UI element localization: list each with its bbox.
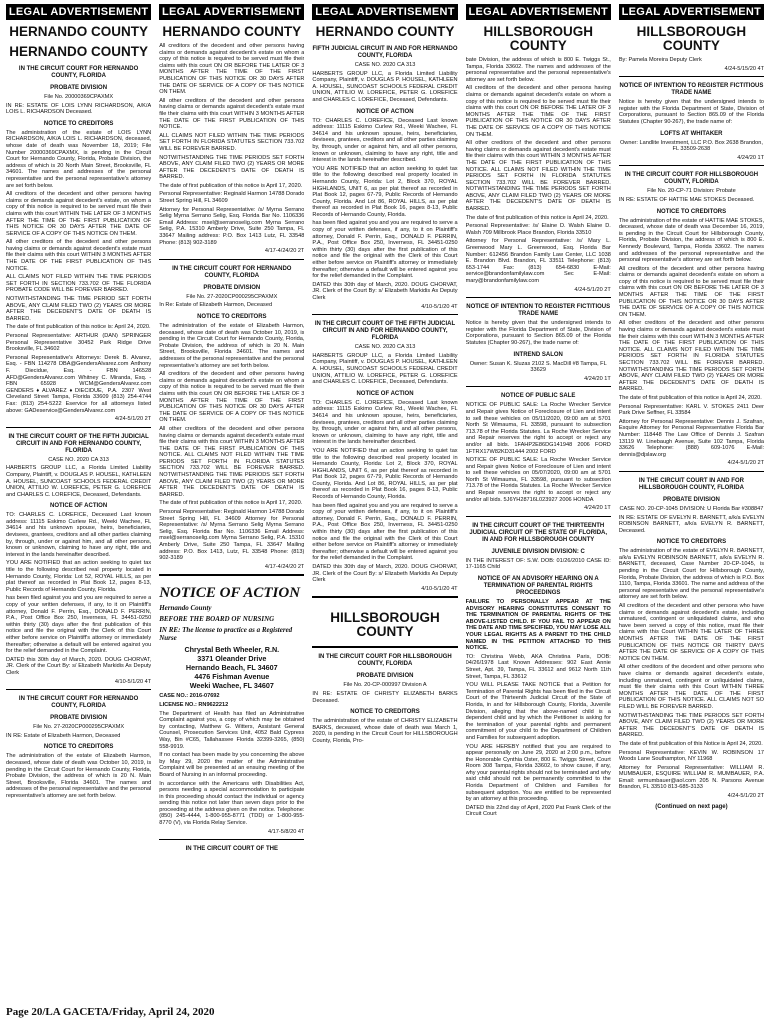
notice-paragraph: Personal Representative: KARL V. STOKES 2411 Deer Park Drive Seffner, FL 33584 (618, 403, 765, 417)
division-heading: PROBATE DIVISION (203, 284, 261, 291)
notice-heading: NOTICE OF ACTION (356, 390, 414, 397)
column-1 (6, 4, 151, 994)
divider (466, 386, 611, 387)
respondent-address: Hernando Beach, FL 34607 (185, 663, 278, 673)
estate-caption: In Re: Estate of Elizabeth Harmon, Deceased (159, 302, 273, 309)
court-heading: IN THE CIRCUIT COURT OF THE FIFTH JUDICIAL CIRCUIT IN AND FOR HERNANDO COUNTY, FLORIDA (8, 433, 149, 454)
notice-paragraph: The date of first publication of this Notice is April 24, 2020. (618, 740, 763, 747)
owner-info: Owner: Susan K. Sluzas 2102 S. MacDill #8 Tampa, FL 33629 (469, 360, 607, 374)
notice-paragraph: All other creditors of the decedent and other persons having claims or demands against decedent's estate must file their claims with this court WITHIN 3 MONTHS AFTER THE DATE OF THE FIRST PUBLICATION OF THIS NOTICE. (159, 97, 305, 131)
file-number: File No. 20-CP-000997 Division A (343, 682, 427, 689)
divider (159, 574, 304, 576)
run-dates: 4/10-5/1/20 4T (114, 678, 152, 685)
trade-name: LOFTS AT WHITAKER (660, 130, 723, 137)
notice-paragraph: ALL CLAIMS NOT FILED WITHIN THE TIME PERIODS SET FORTH IN SECTION 733.702 OF THE FLORIDA PROBATE CODE WILL BE FOREVER BARRED. (6, 274, 152, 294)
license-caption: IN RE: The license to practice as a Registered Nurse (159, 626, 293, 643)
notice-paragraph: has been filed against you and you are required to serve a copy of your written defenses, if any, to it on Plaintiff's attorney, Donald F. Perrin, Esq., DONALD F. PERRIN, P.A., Post Office Box 250, Inverness, FL 34451-0250 within thirty (30) days after the first publication of this notice and file the original with the Clerk of this Court either before service on Plaintiff's attorney or immediately thereafter; otherwise a default will be entered against you for the relief demanded in the Complaint. (312, 502, 458, 562)
court-heading: IN THE CIRCUIT COURT OF THE (185, 846, 278, 853)
notice-paragraph: has been filed against you and you are required to serve a copy of your written defenses, if any, to it on Plaintiff's attorney, Donald F. Perrin, Esq., DONALD F. PERRIN, P.A., Post Office Box 250, Inverness, FL 34451-0250 within thirty (30) days after the first publication of this notice and file the original with the Clerk of this Court either before service on Plaintiff's attorney or immediately thereafter; otherwise a default will be entered against you for the relief demanded in the Complaint. (312, 220, 458, 280)
legal-ad-header: LEGAL ADVERTISEMENT (312, 4, 457, 20)
court-heading: IN THE CIRCUIT COURT FOR HERNANDO COUNTY, FLORIDA (18, 66, 139, 79)
county-heading: HERNANDO COUNTY (315, 24, 455, 39)
notice-paragraph: The date of first publication of this notice is April 17, 2020. (159, 182, 303, 189)
divider (466, 297, 611, 298)
notice-paragraph: All other creditors of the decedent and other persons having claims or demands against decedent's estate must file their claims with this court WITHIN 3 MONTHS AFTER THE DATE OF THE FIRST PUBLICATION OF THIS NOTICE. ALL CLAIMS NOT FILED WITHIN THE TIME PERIODS SET FORTH IN FLORIDA STATUTES SECTION 733.702 WILL BE FOREVER BARRED. NOTWITHSTANDING THE TIME PERIODS SET FORTH ABOVE, ANY CLAIM FILED TWO (2) YEARS OR MORE AFTER THE DECEDENT'S DATE OF DEATH IS BARRED. (618, 320, 765, 393)
case-number: CASE NO. 2020 CA 313 (354, 344, 416, 351)
notice-paragraph: All creditors of the decedent and other persons having claims or demands against decedent's estate on whom a copy of this notice is required to be served must file their claims with this court ON OR BEFORE THE LATER OF 3 MONTHS AFTER THE TIME OF THE FIRST PUBLICATION OF THIS NOTICE OR 30 DAYS AFTER THE DATE OF SERVICE OF A COPY OF THIS NOTICE ON THEM. (159, 43, 305, 96)
notice-heading: NOTICE OF INTENTION TO REGISTER FICTITIOUS TRADE NAME (466, 304, 611, 318)
notice-paragraph: The administration of the estate of Elizabeth Harmon, deceased, whose date of death was October 10, 2019, is pending in the Circuit Court for Hernando County, Florida, Probate Division, the address of which is 20 N. Main Street, Brooksville, Florida 34601. The names and addresses of the personal representative and the personal representative's attorney are set forth below. (6, 753, 152, 799)
file-number: File No. 27-2020CP000295CPAXMX (33, 724, 125, 731)
notice-paragraph: YOU ARE NOTIFIED that an action seeking to quiet tax title to the following described real property located in Hernando County, Florida: Lot 52, ROYAL HILLS, as per plat thereof as recorded in Plat Book 12, pages 8-13, Public Records of Hernando County, Florida. (6, 560, 152, 593)
notice-paragraph: DATED this 22nd day of April, 2020 Pat Frank Clerk of the Circuit Court (465, 804, 611, 818)
notice-paragraph: Personal Representative: Reginald Harmon 14788 Dorado Street Spring Hill, FL 34609 (159, 191, 305, 205)
notice-paragraph: DATED this 30th day of March, 2020. DOUG CHORVAT, JR. Clerk of the Court By: s/ Elizabeth Markidis As Deputy Clerk (312, 281, 458, 301)
notice-paragraph: HARBERTS GROUP LLC, a Florida Limited Liability Company, Plaintiff, v. DOUGLAS P. HOUSEL, KATHLEEN A. HOUSEL, SUNCOAST SCHOOLS FEDERAL CREDIT UNION, ATTILIO W. LOREFICE, PETER G. LOREFICE and CHARLES C. LOREFICE, Deceased, Defendants. (312, 352, 458, 386)
notice-paragraph: TO: CHARLES C. LOREFICE, Deceased Last known address: 11115 Eskimo Curlew Rd., Weeki Wachee, FL 34614 and his unknown spouse, heirs, beneficiaries, devisees, grantees, creditors and all other parties claiming by, through, under or against him, and all other persons, known or unknown, claiming to have any right, title and interest in the lands hereinafter described. (312, 117, 458, 164)
run-dates: 4/17-4/24/20 2T (264, 248, 305, 255)
notice-paragraph: YOU WILL PLEASE TAKE NOTICE that a Petition for Termination of Parental Rights has been filed in the Circuit Court of the Thirteenth Judicial Circuit of the State of Florida, in and for Hillsborough County, Florida, Juvenile Division, alleging that the above-named child is a dependent child and by which the Petitioner is asking for the termination of your parental rights and permanent commitment of your child to the Department of Children and Families for subsequent adoption. (465, 682, 611, 741)
notice-paragraph: DATED this 30th day of March, 2020. DOUG CHORVAT, JR. Clerk of the Court By: s/ Elizabeth Markidis As Deputy Clerk (312, 564, 458, 584)
division-heading: PROBATE DIVISION (356, 673, 414, 680)
notice-heading: NOTICE TO CREDITORS (43, 744, 114, 751)
court-heading: IN THE CIRCUIT COURT OF THE FIFTH JUDICIAL CIRCUIT IN AND FOR HERNANDO COUNTY, FLORIDA (314, 321, 456, 342)
divider (312, 314, 457, 315)
notice-paragraph: NOTWITHSTANDING THE TIME PERIODS SET FORTH ABOVE, ANY CLAIM FILED TWO (2) YEARS OR MORE AFTER THE DECEDENT'S DATE OF DEATH IS BARRED. (159, 154, 305, 181)
notice-paragraph: The administration of the estate of EVELYN R. BARNETT, a/k/a EVELYN ROBINSON BARNETT, a/k/a EVELYN R. BARNETT, deceased, Case Number 20-CP-1045, is pending in the Circuit Court for Hillsborough County, Florida, Probate Division, the address of which is P.O. Box 1110, Tampa, Florida 33601. The name and address of the personal representative and the personal representative's attorney are set forth below. (618, 548, 765, 601)
county-heading: HILLSBOROUGH COUNTY (330, 610, 440, 640)
notice-paragraph: The Department of Health has filed an Administrative Complaint against you, a copy of which may be obtained by contacting, Matthew G. Witters, Assistant General Counsel, Prosecution Services Unit, 4052 Bald Cypress Way, Bin #C65, Tallahassee Florida 32399-3265, (850) 558-9919. (159, 710, 305, 750)
run-dates: 4/17-5/8/20 4T (268, 828, 305, 835)
divider (312, 646, 457, 648)
case-number: CASE NO. 2020 CA 313 (354, 62, 416, 68)
respondent-address: Weeki Wachee, FL 34607 (189, 681, 274, 691)
notice-paragraph: YOU ARE NOTIFIED that an action seeking to quiet tax title to the following described real property located in Hernando County, Florida: Lot 2, Block 370, ROYAL HIGHLANDS, UNIT 6, as per plat thereof as recorded in Plat Book 12, pages 67-79, Public Records of Hernando County, Florida. And Lot 86, ROYAL HILLS, as per plat thereof as recorded in Plat Book 16, pages 8-13, Public Records of Hernando County, Florida. (312, 165, 458, 218)
estate-caption: IN RE: ESTATE OF EVELYN R. BARNETT, a/k/a EVELYN ROBINSON BARNETT, a/k/a EVELYN R. BARNETT, Deceased. (618, 514, 765, 534)
county-heading: HILLSBOROUGH COUNTY (636, 24, 747, 53)
divider (466, 516, 611, 517)
estate-caption: IN RE: ESTATE OF LOIS LYNN RICHARDSON, A/K/A LOIS L. RICHARDSON Deceased. (6, 102, 152, 116)
county-heading: HERNANDO COUNTY (9, 44, 148, 59)
run-dates: 4/24/20 1T (737, 154, 765, 161)
court-heading: IN THE CIRCUIT COURT IN AND FOR HILLSBOROUGH COUNTY, FLORIDA (638, 477, 744, 491)
notice-paragraph: All other creditors of the decedent and other persons having claims or demands against decedent's estate must file their claims with this court WITHIN 3 MONTHS AFTER THE DATE OF THE FIRST PUBLICATION OF THIS NOTICE. ALL CLAIMS NOT FILED WITHIN THE TIME PERIODS SET FORTH IN FLORIDA STATUTES SECTION 733.702 WILL BE FOREVER BARRED. NOTWITHSTANDING THE TIME PERIODS SET FORTH ABOVE, ANY CLAIM FILED TWO (2) YEARS OR MORE AFTER THE DECEDENT'S DATE OF DEATH IS BARRED. (465, 140, 611, 213)
division-heading: PROBATE DIVISION (50, 715, 108, 722)
notice-paragraph: ALL CLAIMS NOT FILED WITHIN THE TIME PERIODS SET FORTH IN FLORIDA STATUTES SECTION 733.702 WILL BE FOREVER BARRED. (159, 132, 305, 152)
notice-paragraph: TO: CHARLES C. LOREFICE, Deceased Last known address: 11115 Eskimo Curlew Rd., Weeki Wachee, FL 34614 and his unknown spouse, heirs, beneficiaries, devisees, grantees, creditors and all other parties claiming by, through, under or against him, and all other persons, known or unknown, claiming to have any right, title and interest in the lands hereinafter described. (312, 399, 458, 446)
divider (312, 596, 457, 598)
notice-paragraph: HARBERTS GROUP LLC, a Florida Limited Liability Company, Plaintiff, v. DOUGLAS P. HOUSEL, KATHLEEN A. HOUSEL, SUNCOAST SCHOOLS FEDERAL CREDIT UNION, ATTILIO W. LOREFICE, PETER G. LOREFICE and CHARLES C. LOREFICE, Deceased, Defendants. (6, 465, 152, 498)
case-number: CASE NO.: 2016-07692 (159, 693, 220, 700)
page-footer: Page 20/LA GACETA/Friday, April 24, 2020 (6, 1006, 215, 1018)
notice-paragraph: All creditors of the decedent and other persons having claims or demands against decedent's estate, on whom a copy of this notice is required to be served must file their claims with this court WITHIN THE LATER OF 3 MONTHS AFTER THE TIME OF THE FIRST PUBLICATION OF THIS NOTICE OR 30 DAYS AFTER THE DATE OF SERVICE OF A COPY OF THIS NOTICE ON THEM. (6, 191, 152, 237)
notice-heading: NOTICE TO CREDITORS (350, 709, 420, 716)
legal-ad-header: LEGAL ADVERTISEMENT (619, 4, 764, 20)
notice-paragraph: NOTICE OF PUBLIC SALE: La Roche Wrecker Service and Repair gives Notice of Foreclosure of Lien and intent to sell these vehicles on 05/07/2020, 09:00 am at 5701 North St Wimauma, FL 33598, pursuant to subsection 713.78 of the Florida Statutes. La Roche Wrecker Service and Repair reserves the right to accept or reject any and/or all bids. 5J6YH28716L023927 2006 HONDA (465, 457, 611, 503)
notice-paragraph: Personal Representative: /s/ Elaine D. Walsh Elaine D. Walsh 709 Millbrook Place Brandon, Florida 33510 (465, 223, 611, 236)
divider (6, 427, 151, 428)
notice-paragraph: Attorney for Personal Representative: Dennis J. Szafran, Esquire Attorney for Personal Representative Florida Bar Number: 118448 The Law Office of Dennis J. Szafran 13119 W. Linebaugh Avenue, Suite 102 Tampa, Florida 33626 Telephone: (888) 609-1076 E-Mail: dennis@djslaw.org (618, 418, 765, 458)
file-number: File No. 27-2020CP000295CPAXMX (186, 293, 278, 300)
notice-paragraph: All creditors of the decedent and other persons having claims or demands against decedent's estate on whom a copy of this notice is required to be served must file their claims with this court ON OR BEFORE THE LATER OF 3 MONTHS AFTER THE TIME OF THE FIRST PUBLICATION OF THIS NOTICE OR 30 DAYS AFTER THE DATE OF SERVICE OF A COPY OF THIS NOTICE ON THEM. (159, 371, 305, 424)
division-heading: JUVENILE DIVISION DIVISION: C (491, 548, 585, 555)
notice-heading: NOTICE OF PUBLIC SALE (501, 393, 576, 400)
notice-paragraph: Personal Representative: ARTHUR (DAN) SPRINGER Personal Representative 30452 Park Ridge Drive Brooksville, FL 34602 (6, 333, 152, 353)
run-dates: 4/24-5/1/20 2T (114, 416, 152, 423)
notice-paragraph: If no contact has been made by you concerning the above by May 29, 2020 the matter of the Administrative Complaint will be presented at an ensuing meeting of the Board of Nursing in an informal proceeding. (159, 752, 305, 778)
file-number: File No. 20-CP-71 Division: Probate (647, 188, 736, 195)
notice-paragraph: YOU ARE NOTIFIED that an action seeking to quiet tax title to the following described real property located in Hernando County, Florida: Lot 2, Block 370, ROYAL HIGHLANDS, UNIT 6, as per plat thereof as recorded in Plat Book 12, pages 67-79, Public Records of Hernando County, Florida. And Lot 86, ROYAL HILLS, as per plat thereof as recorded in Plat Book 16, pages 8-13, Public Records of Hernando County, Florida. (312, 447, 458, 501)
notice-paragraph: The date of first publication of this notice is: April 24, 2020. (6, 324, 151, 331)
estate-caption: IN RE: ESTATE OF CHRISTY ELIZABETH BARKS Deceased. (312, 690, 458, 704)
notice-paragraph: The administration of the estate of LOIS LYNN RICHARDSON, A/K/A LOIS L. RICHARDSON, deceased, whose date of death was November 18, 2019; File Number 20000369CPAXMX, is pending in the Circuit Court for Hernando County, Florida, Probate Division, the address of which is 20 North Main Street, Brooksville, FL 34601. The names and addresses of the personal representative and the personal representative's attorney are set forth below. (6, 129, 152, 189)
case-caption: IN THE INTEREST OF: S.W. DOB: 01/26/2010 CASE ID: 17-1165 Child (465, 557, 611, 571)
notice-paragraph: has been filed against you and you are required to serve a copy of your written defenses, if any, to it on Plaintiff's attorney, Donald F. Perrin, Esq., DONALD F. PERRIN, P.A., Post Office Box 250, Inverness, FL 34451-0250 within thirty (30) days after the first publication of this notice and file the original with the Clerk of this Court either before service on Plaintiff's attorney or immediately thereafter; otherwise a default will be entered against you for the relief demanded in the Complaint. (6, 595, 152, 655)
notice-paragraph: All other creditors of the decedent and other persons having claims or demands against decedent's estate must file their claims with this court WITHIN 3 MONTHS AFTER THE DATE OF THE FIRST PUBLICATION OF THIS NOTICE. ALL CLAIMS NOT FILED WITHIN THE TIME PERIODS SET FORTH IN FLORIDA STATUTES SECTION 733.702 WILL BE FOREVER BARRED. NOTWITHSTANDING THE TIME PERIODS SET FORTH ABOVE, ANY CLAIM FILED TWO (2) YEARS OR MORE AFTER THE DECEDENT'S DATE OF DEATH IS BARRED. (159, 425, 305, 498)
court-heading: IN THE CIRCUIT COURT FOR HERNANDO COUNTY, FLORIDA (172, 265, 292, 279)
notice-subtitle: Hernando County (159, 604, 212, 613)
notice-heading: NOTICE TO CREDITORS (656, 208, 727, 215)
run-dates: 4/17-4/24/20 2T (264, 563, 305, 570)
notice-paragraph: DATED this 30th day of March, 2020. DOUG CHORVAT, JR. Clerk of the Court By: s/ Elizabeth Markidis As Deputy Clerk (6, 656, 152, 676)
notice-heading: NOTICE OF AN ADVISORY HEARING ON A TERMINATION OF PARENTAL RIGHTS PROCEEDINGS (477, 576, 599, 597)
case-number: CASE NO. 2020 CA 313 (48, 456, 109, 463)
divider (619, 165, 764, 166)
notice-paragraph: The date of first publication of this notice is April 24, 2020. (618, 394, 762, 401)
legal-ad-header: LEGAL ADVERTISEMENT (466, 4, 611, 20)
notice-paragraph: HARBERTS GROUP LLC, a Florida Limited Liability Company, Plaintiff, v. DOUGLAS P. HOUSEL, KATHLEEN A. HOUSEL, SUNCOAST SCHOOLS FEDERAL CREDIT UNION, ATTILIO W. LOREFICE, PETER G. LOREFICE and CHARLES C. LOREFICE, Deceased, Defendants. (312, 70, 458, 103)
notice-paragraph: YOU ARE HEREBY notified that you are required to appear personally on June 29, 2020 at 2:00 p.m., before the Honorable Cynthia Oster, 800 E. Twiggs Street, Court Room 308 Tampa, Florida 33602, to show cause, if any, why your parental rights should not be terminated and why said child should not be permanently committed to the Florida Department of Children and Families for subsequent adoption. You are entitled to be represented by an attorney at this proceeding. (465, 743, 611, 803)
notice-paragraph: All creditors of the decedent and other persons having claims or demands against decedent's estate on whom a copy of this notice is required to be served must file their claims with this court ON OR BEFORE THE LATER OF 3 MONTHS AFTER THE TIME OF THE FIRST PUBLICATION OF THIS NOTICE OR 30 DAYS AFTER THE DATE OF SERVICE OF A COPY OF THIS NOTICE ON THEM. (618, 265, 765, 318)
notice-heading: NOTICE TO CREDITORS (197, 314, 267, 320)
respondent-address: 3371 Oleander Drive (197, 654, 267, 664)
notice-heading: NOTICE OF ACTION (50, 503, 108, 510)
notice-paragraph: All creditors of the decedent and other persons having claims or demands against decedent's estate on whom a copy of this notice is required to be served must file their claims with this court ON OR BEFORE THE LATER OF 3 MONTHS AFTER THE TIME OF THE FIRST PUBLICATION OF THIS NOTICE OR 30 DAYS AFTER THE DATE OF SERVICE OF A COPY OF THIS NOTICE ON THEM. (465, 85, 611, 138)
court-heading: IN THE CIRCUIT COURT OF THE THIRTEENTH JUDICIAL CIRCUIT OF THE STATE OF FLORIDA, IN AND FOR HILLSBOROUGH COUNTY (469, 522, 608, 543)
county-heading: HILLSBOROUGH COUNTY (483, 24, 593, 53)
notice-paragraph: Notice is hereby given that the undersigned intends to register with the Florida Department of State, Division of Corporations, pursuant to Section 865.09 of the Florida Statutes (Chapter 90-267), the trade name of: (465, 320, 611, 346)
division-heading: PROBATE DIVISION (50, 85, 108, 91)
run-dates: 4/24-5/1/20 2T (727, 793, 765, 800)
legal-ad-header: LEGAL ADVERTISEMENT (159, 4, 304, 20)
notice-paragraph: In accordance with the Americans with Disabilities Act, persons needing a special accommodation to participate in this proceeding should contact the individual or agency sending this notice not later than seven days prior to the proceeding at the address given on the notice. Telephone: (850) 245-4444, 1-800-955-8771 (TDD) or 1-800-955-8770 (V), via Florida Relay Service. (159, 780, 305, 827)
column-4 (466, 4, 611, 994)
division-heading: PROBATE DIVISION (662, 496, 720, 503)
run-dates: 4/10-5/1/20 4T (421, 303, 458, 310)
county-heading: HERNANDO COUNTY (9, 24, 148, 39)
continued-note: (Continued on next page) (655, 803, 728, 810)
notice-heading: NOTICE TO CREDITORS (656, 539, 727, 546)
notice-paragraph: All other creditors of the decedent and other persons who have claims or demands against decedent's estate, including unmatured, contingent or unliquidated claims, must file their claims with this Court WITHIN THREE MONTHS AFTER THE DATE OF THE FIRST PUBLICATION OF THIS NOTICE. ALL CLAIMS NOT SO FILED WILL BE FOREVER BARRED. (618, 664, 765, 710)
notice-paragraph: By: Pamela Moreira Deputy Clerk (618, 57, 702, 63)
run-dates: 4/10-5/1/20 4T (421, 585, 458, 592)
notice-heading: NOTICE OF INTENTION TO REGISTER FICTITIOUS TRADE NAME (619, 83, 764, 97)
notice-paragraph: The administration of the estate of Elizabeth Harmon, deceased, whose date of death was October 10, 2019, is pending in the Circuit Court for Hernando County, Florida, Probate Division, the address of which is 20 N. Main Street, Brooksville, Florida 34601. The names and addresses of the personal representative and the personal representative's attorney are set forth below. (159, 323, 305, 369)
run-dates: 4/24-5/1/20 2T (574, 286, 611, 293)
divider (619, 76, 764, 77)
notice-paragraph: The date of first publication of this notice is April 24, 2020. (465, 214, 609, 221)
divider (619, 471, 764, 472)
notice-paragraph: NOTWITHSTANDING THE TIME PERIODS SET FORTH ABOVE, ANY CLAIM FILED TWO (2) YEARS OR MORE AFTER THE DECEDENT'S DATE OF DEATH IS BARRED. (618, 712, 765, 739)
run-dates: 4/24-5/15/20 4T (724, 65, 765, 72)
column-2 (159, 4, 304, 994)
notice-paragraph: NOTICE OF PUBLIC SALE: La Roche Wrecker Service and Repair gives Notice of Foreclosure of Lien and intent to sell these vehicles on 05/11/2020, 09:00 am at 5701 North St Wimauma, FL 33598, pursuant to subsection 713.78 of the Florida Statutes. La Roche Wrecker Service and Repair reserves the right to accept or reject any and/or all bids. 1FAHP2E86DG141948 2006 FORD 1FTRX17W82KD31444 2002 FORD (465, 402, 611, 455)
estate-caption: IN RE: Estate of Elizabeth Harmon, Deceased (6, 732, 121, 739)
notice-warning: FAILURE TO PERSONALLY APPEAR AT THE ADVISORY HEARING CONSTITUTES CONSENT TO THE TERMINATION OF PARENTAL RIGHTS OF THE ABOVE-LISTED CHILD. IF YOU FAIL TO APPEAR ON THE DATE AND TIME SPECIFIED, YOU MAY LOSE ALL YOUR LEGAL RIGHTS AS A PARENT TO THE CHILD NAMED IN THE PETITION ATTACHED TO THIS NOTICE. (465, 599, 611, 652)
notice-paragraph: Attorney for Personal Representative: /s/ Myrna Serrano Selig Myrna Serrano Selig, Esq. Florida Bar No. 1106336 Email Address: msel@serranoselig.com Myrna Serrano Selig, P.A. 15310 Amberly Drive, Suite 250 Tampa, FL 33647 Mailing address: P.O. Box 1413 Lutz, FL 33548 Phone: (813) 902-3189 (159, 206, 305, 246)
divider (6, 689, 151, 690)
notice-paragraph: TO: CHARLES C. LOREFICE, Deceased Last known address: 11115 Eskimo Curlew Rd., Weeki Wachee, FL 34614 and his unknown spouse, heirs, beneficiaries, devisees, grantees, creditors and all other parties claiming by, through, under or against him, and all other persons, known or unknown, claiming to have any right, title and interest in the lands hereinafter described. (6, 512, 152, 558)
run-dates: 4/24/20 1T (584, 505, 611, 512)
estate-caption: IN RE: ESTATE OF HATTIE MAE STOKES Deceased. (618, 196, 755, 203)
run-dates: 4/24/20 1T (584, 375, 611, 382)
notice-paragraph: The date of first publication of this notice is April 17, 2020. (159, 500, 303, 507)
notice-paragraph: Attorney for Personal Representative: /s/ Mary L. Greenwood Mary L. Greenwood, Esq. Florida Bar Number: 612456 Brandon Family Law Center, LLC 1038 E. Brandon Blvd. Brandon, FL 33511 Telephone: (813) 653-1744 Fax: (813) 654-6830 E-Mail: service@brandonfamilylaw.com Sec E-Mail: mary@brandonfamilylaw.com (465, 238, 611, 284)
notice-paragraph: bate Division, the address of which is 800 E. Twiggs St., Tampa, Florida 33602. The names and addresses of the personal representative and the personal representative's attorney are set forth below. (465, 57, 611, 83)
notice-paragraph: Attorney for Personal Representative: WILLIAM R. MUMBAUER, ESQUIRE WILLIAM R. MUMBAUER, P.A. Email: wrmumbauer@aol.com 205 N. Parsons Avenue Brandon, FL 33510 813-685-3133 (618, 764, 765, 791)
notice-paragraph: Personal Representative: Reginald Harmon 14788 Dorado Street Spring Hill, FL 34609 Attorney for Personal Representative: /s/ Myrna Serrano Selig Myrna Serrano Selig, Esq. Florida Bar No. 1106336 Email Address: msel@serranoselig.com Myrna Serrano Selig, P.A. 15310 Amberly Drive, Suite 250 Tampa, FL 33647 Mailing address: P.O. Box 1413, Lutz, FL 33548 Phone: (813) 902-3189 (159, 509, 305, 562)
run-dates: 4/24-5/1/20 2T (727, 460, 765, 467)
notice-paragraph: All creditors of the decedent and other persons who have claims or demands against decedent's estate, including unmatured, contingent or unliquidated claims, and who have been served a copy of this notice, must file their claims with this Court WITHIN THE LATER OF THREE MONTHS AFTER THE DATE OF THE FIRST PUBLICATION OF THIS NOTICE OR THIRTY DAYS AFTER THE DATE OF SERVICE OF A COPY OF THIS NOTICE ON THEM. (618, 603, 765, 662)
license-number: LICENSE NO.: RN9622212 (159, 701, 229, 708)
notice-heading: NOTICE OF ACTION (356, 108, 414, 115)
notice-paragraph: TO: Christina Webb, AKA Christina Paris, DOB: 04/26/1978 Last Known Addresses: 902 East Annie Street, Apt. 39, Tampa, FL 33612 and 9612 North 11th Street, Tampa, FL 33612 (465, 653, 611, 680)
owner-info: Owner: Landlite Investment, LLC P.O. Box 2638 Brandon, FL 33509-2638 (619, 139, 763, 153)
notice-of-action-title: NOTICE OF ACTION (159, 585, 301, 602)
notice-paragraph: The administration of the estate of HATTIE MAE STOKES, deceased, whose date of death was December 16, 2019, is pending in the Circuit Court for Hillsborough County, Florida, Probate Division, the address of which is 800 E. Kennedy Boulevard, Tampa, Florida 33602. The names and addresses of the personal representative and the personal representative's attorney are set forth below. (618, 217, 765, 264)
court-heading: IN THE CIRCUIT COURT FOR HILLSBOROUGH COUNTY, FLORIDA (624, 172, 759, 186)
respondent-name: Chrystal Beth Wheeler, R.N. (184, 645, 280, 655)
notice-paragraph: NOTWITHSTANDING THE TIME PERIOD SET FORTH ABOVE, ANY CLAIM FILED TWO (2) YEARS OR MORE AFTER THE DECEDENT'S DATE OF DEATH IS BARRED. (6, 296, 152, 322)
court-heading: IN THE CIRCUIT COURT FOR HILLSBOROUGH COUNTY, FLORIDA (318, 654, 452, 668)
board-heading: BEFORE THE BOARD OF NURSING (159, 615, 275, 624)
court-heading: FIFTH JUDICIAL CIRCUIT IN AND FOR HERNANDO COUNTY, FLORIDA (312, 46, 458, 59)
notice-paragraph: Notice is hereby given that the undersigned intends to register with the Florida Department of State, Division of Corporations, pursuant to Section 865.09 of the Florida Statutes (Chapter 90-267), the trade name of: (618, 99, 765, 125)
notice-paragraph: Personal Representative's Attorneys: Derek B. Alvarez, Esq. - FBN 114278 DBA@GendersAlvarez.com Anthony F. Diecidue, Esq. - FBN 146528 AFD@GendersAlvarez.com Whitney C. Miranda, Esq. - FBN 65928 WCM@GendersAlvarez.com GENDERS♦ALVAREZ♦DIECIDUE, P.A. 2307 West Cleveland Street Tampa, Florida 33609 (813) 254-4744 Fax: (813) 254-5222 Eservice for all attorneys listed above: GADeservice@GendersAlvarez.com (6, 354, 152, 414)
file-number: File No. 20000369CPAXMX (44, 94, 114, 100)
legal-ad-header: LEGAL ADVERTISEMENT (6, 4, 151, 20)
notice-paragraph: The administration of the estate of CHRISTY ELIZABETH BARKS, deceased, whose date of death was March 1, 2020, is pending in the Circuit Court for HILLSBOROUGH County, Florida, Pro- (312, 718, 458, 744)
column-3 (312, 4, 457, 994)
notice-paragraph: Personal Representative: KEVIN W. ROBINSON 17 Woods Lane Southampton, NY 11968 (618, 749, 765, 763)
court-heading: IN THE CIRCUIT COURT FOR HERNANDO COUNTY, FLORIDA (18, 696, 139, 710)
divider (159, 839, 304, 840)
column-5 (619, 4, 764, 994)
notice-paragraph: All other creditors of the decedent and other persons having claims or demands against decedent's estate must file their claims with this court WITHIN 3 MONTHS AFTER THE DATE OF THE FIRST PUBLICATION OF THIS NOTICE. (6, 239, 152, 272)
notice-heading: NOTICE TO CREDITORS (43, 120, 114, 127)
divider (159, 259, 304, 260)
county-heading: HERNANDO COUNTY (162, 24, 302, 39)
respondent-address: 4476 Fishman Avenue (194, 672, 270, 682)
file-number: CASE NO. 20-CP-1045 DIVISION: U Florida Bar #308847 (619, 505, 764, 512)
trade-name: INTREND SALON (513, 351, 563, 358)
